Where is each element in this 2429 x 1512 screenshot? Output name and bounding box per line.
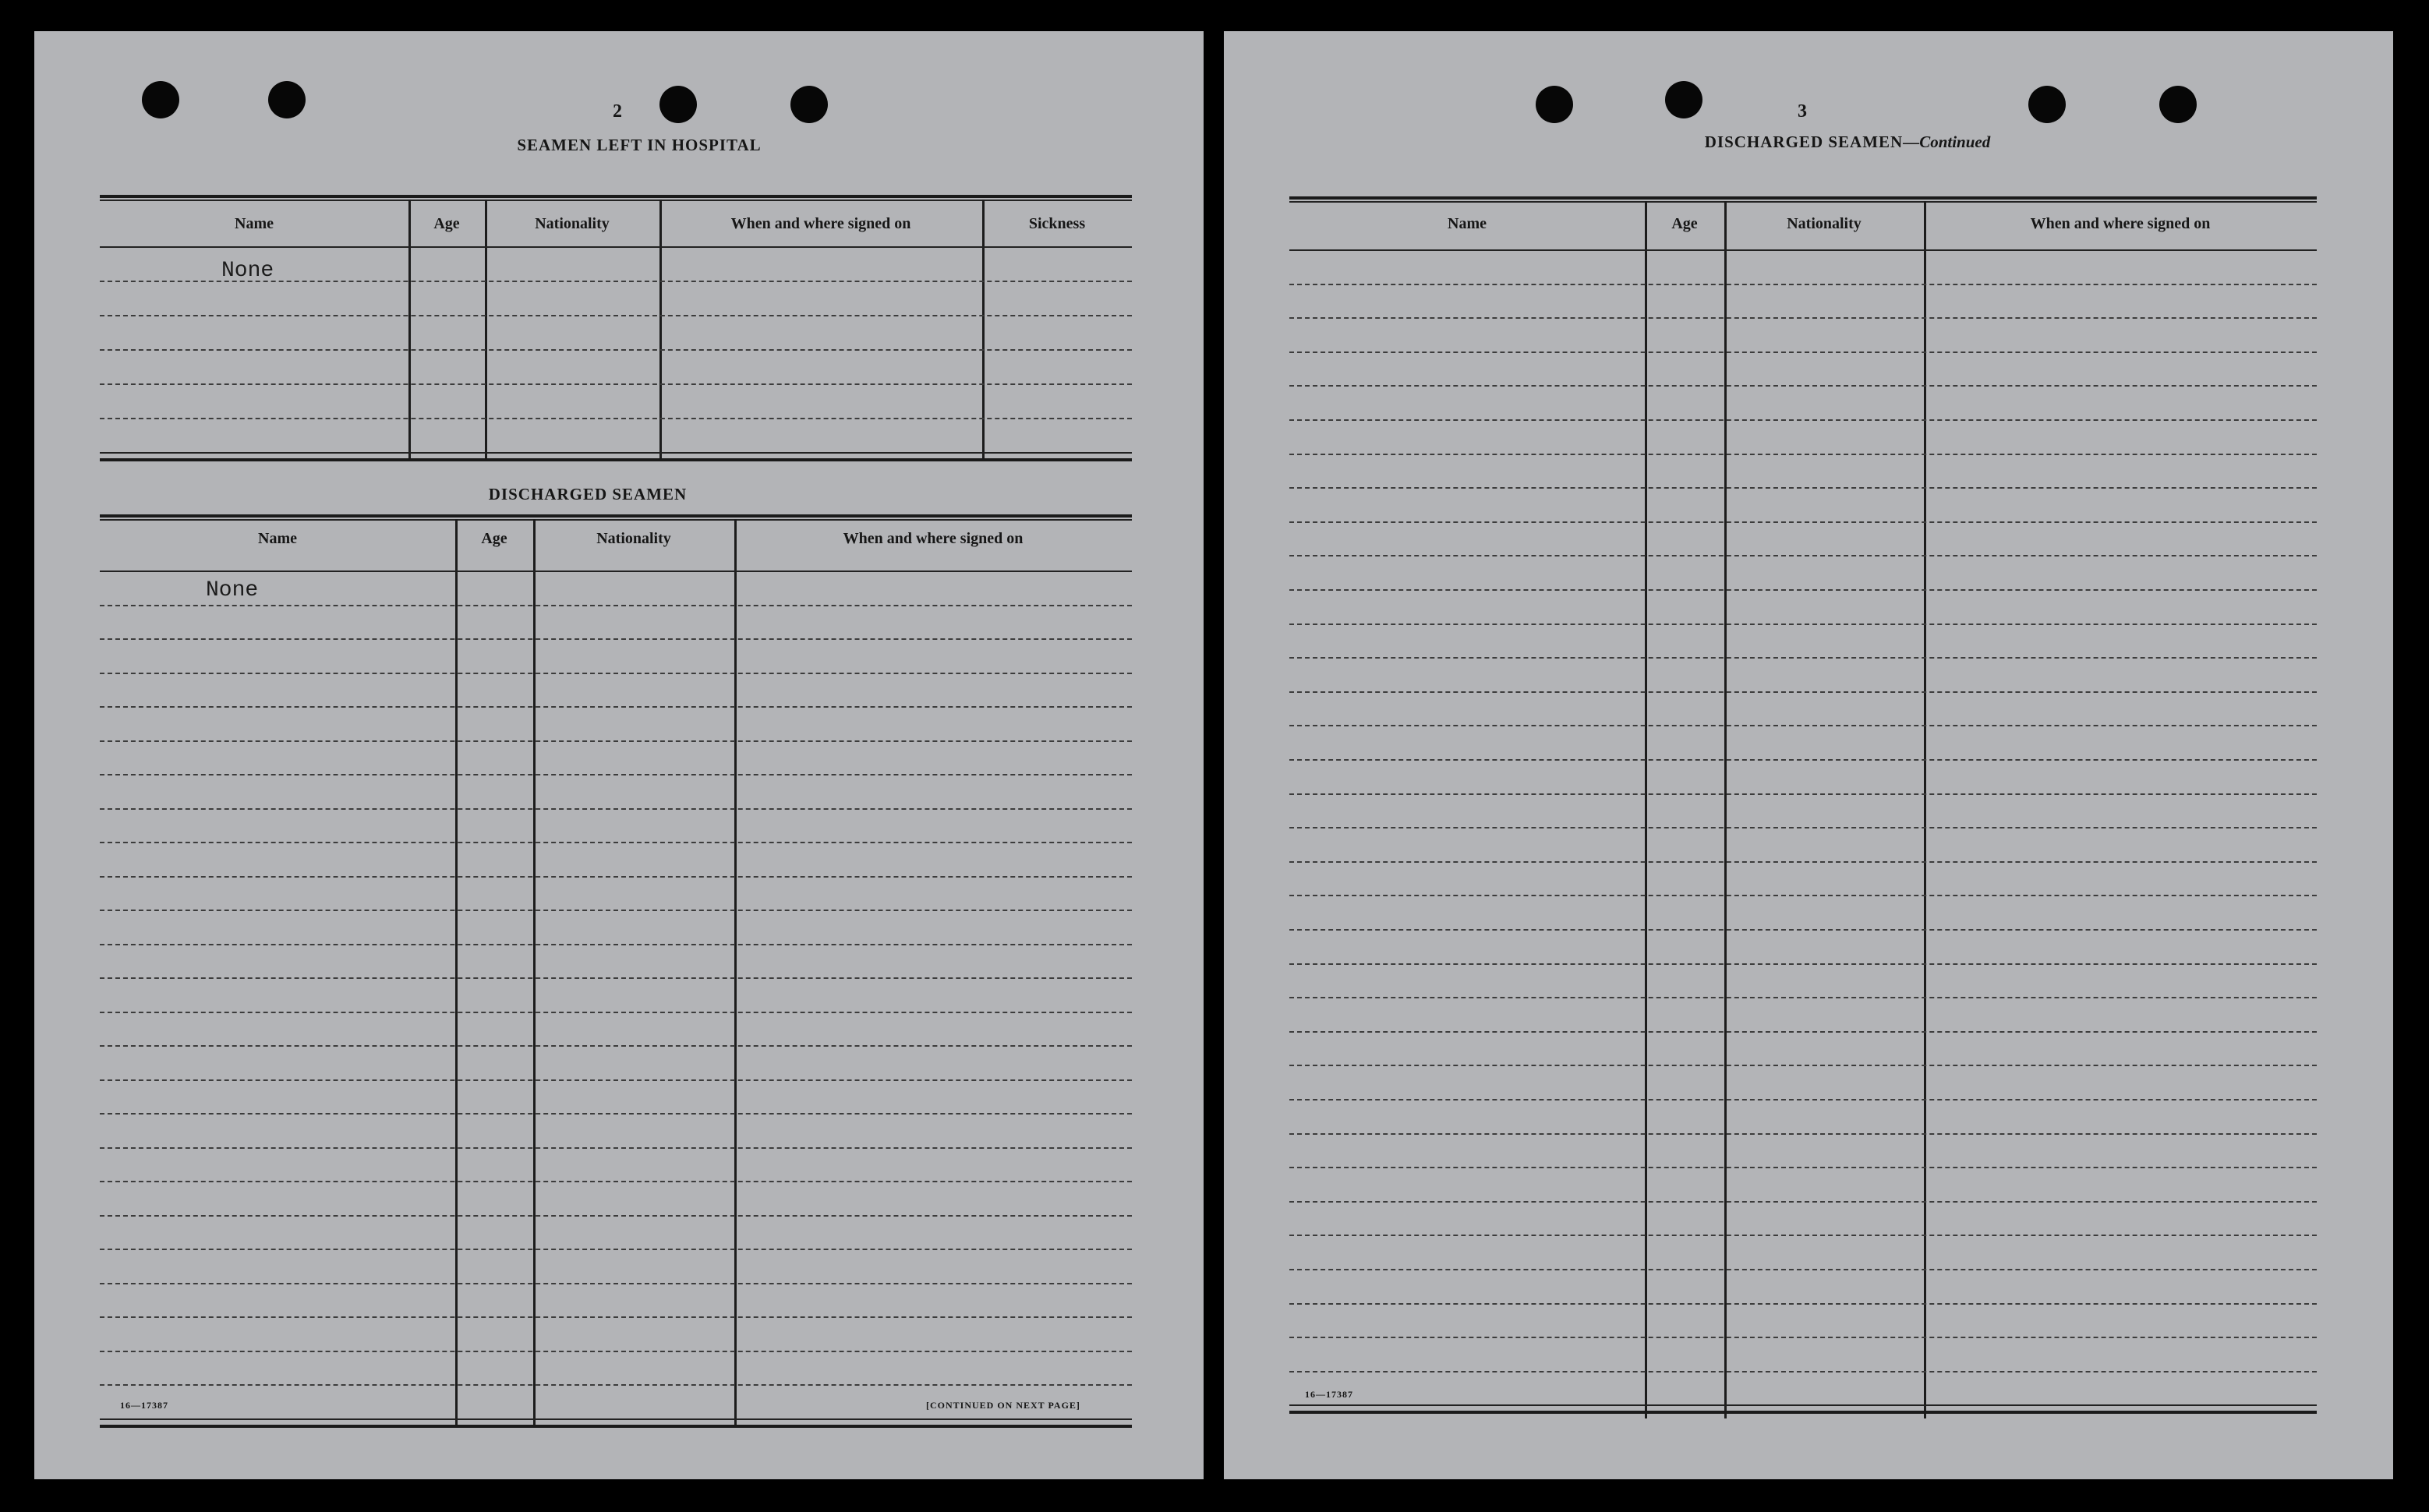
punch-hole	[790, 86, 828, 123]
ledger-row-line	[100, 281, 1132, 282]
ledger-row-line	[100, 774, 1132, 775]
ledger-row-line	[100, 740, 1132, 742]
ledger-row-line	[100, 1181, 1132, 1182]
ledger-top-rule	[100, 514, 1132, 518]
header-rule	[100, 246, 1132, 248]
ledger-bottom-rule	[100, 1418, 1132, 1420]
ledger-row-line	[1289, 317, 2317, 319]
column-divider	[455, 519, 458, 1426]
continued-note: [CONTINUED ON NEXT PAGE]	[926, 1400, 1080, 1411]
ledger-row-line	[100, 638, 1132, 640]
col-header-age: Age	[1671, 215, 1698, 232]
punch-hole	[1536, 86, 1573, 123]
discharged-continued-title	[1567, 132, 2128, 152]
ledger-row-line	[100, 315, 1132, 316]
ledger-row-line	[1289, 827, 2317, 828]
ledger-row-line	[1289, 895, 2317, 896]
column-divider	[982, 200, 985, 460]
ledger-row-line	[100, 706, 1132, 708]
form-number: 16—17387	[120, 1400, 168, 1411]
ledger-bottom-rule	[1289, 1411, 2317, 1414]
ledger-row-line	[100, 1045, 1132, 1047]
ledger-row-line	[1289, 861, 2317, 863]
col-header-nationality: Nationality	[535, 215, 610, 232]
column-divider	[485, 200, 487, 460]
col-header-nationality: Nationality	[596, 530, 671, 547]
punch-hole	[142, 81, 179, 118]
hospital-section-title: SEAMEN LEFT IN HOSPITAL	[517, 136, 762, 154]
discharged-continued-ledger	[1289, 164, 2317, 1425]
ledger-row-line	[1289, 1235, 2317, 1236]
ledger-row-line	[100, 842, 1132, 843]
ledger-row-line	[1289, 624, 2317, 625]
page-number: 2	[613, 101, 622, 122]
column-divider	[533, 519, 536, 1426]
ledger-top-rule	[100, 519, 1132, 521]
col-header-signed-on: When and where signed on	[2030, 215, 2211, 232]
ledger-row-line	[1289, 929, 2317, 931]
punch-hole	[659, 86, 697, 123]
ledger-row-line	[1289, 1099, 2317, 1100]
col-header-name: Name	[258, 530, 297, 547]
ledger-row-line	[1289, 1269, 2317, 1270]
form-number: 16—17387	[1305, 1389, 1353, 1400]
ledger-row-line	[100, 1249, 1132, 1250]
column-divider	[659, 200, 662, 460]
ledger-row-line	[1289, 487, 2317, 489]
column-divider	[734, 519, 737, 1426]
ledger-top-rule	[100, 195, 1132, 198]
column-divider	[408, 200, 411, 460]
ledger-bottom-rule	[100, 452, 1132, 454]
ledger-row-line	[100, 383, 1132, 385]
hospital-ledger	[100, 164, 1132, 465]
ledger-row-line	[100, 876, 1132, 878]
left-page	[34, 31, 1204, 1479]
ledger-row-line	[100, 944, 1132, 945]
title-suffix: —Continued	[1903, 132, 1991, 151]
col-header-sickness: Sickness	[1028, 215, 1086, 232]
ledger-row-line	[1289, 657, 2317, 659]
ledger-top-rule	[1289, 196, 2317, 200]
ledger-row-line	[1289, 352, 2317, 353]
ledger-row-line	[1289, 385, 2317, 387]
page-number: 3	[1798, 101, 1807, 122]
header-rule	[1289, 249, 2317, 251]
ledger-row-line	[1289, 454, 2317, 455]
ledger-row-line	[100, 418, 1132, 419]
ledger-row-line	[100, 1215, 1132, 1217]
col-header-name: Name	[1448, 215, 1487, 232]
ledger-bottom-rule	[100, 458, 1132, 461]
ledger-row-line	[100, 1113, 1132, 1115]
col-header-signed-on: When and where signed on	[843, 530, 1024, 547]
ledger-row-line	[1289, 1031, 2317, 1033]
ledger-row-line	[100, 1283, 1132, 1284]
ledger-row-line	[1289, 419, 2317, 421]
ledger-top-rule	[100, 200, 1132, 201]
ledger-row-line	[1289, 1167, 2317, 1168]
ledger-row-line	[1289, 1133, 2317, 1135]
punch-hole	[1665, 81, 1702, 118]
ledger-row-line	[1289, 997, 2317, 998]
ledger-row-line	[1289, 793, 2317, 795]
ledger-row-line	[100, 808, 1132, 810]
ledger-row-line	[1289, 963, 2317, 965]
punch-hole	[2159, 86, 2197, 123]
ledger-row-line	[100, 605, 1132, 606]
ledger-row-line	[100, 977, 1132, 979]
ledger-row-line	[1289, 555, 2317, 556]
hospital-entry-none: None	[221, 259, 274, 283]
ledger-row-line	[1289, 1337, 2317, 1338]
col-header-name: Name	[235, 215, 274, 232]
ledger-row-line	[100, 1012, 1132, 1013]
ledger-row-line	[1289, 589, 2317, 591]
discharged-section-title: DISCHARGED SEAMEN	[488, 485, 688, 503]
ledger-row-line	[100, 1147, 1132, 1149]
punch-hole	[268, 81, 306, 118]
col-header-age: Age	[433, 215, 460, 232]
right-page	[1224, 31, 2393, 1479]
discharged-entry-none: None	[206, 578, 259, 602]
ledger-row-line	[1289, 521, 2317, 523]
discharged-ledger	[100, 483, 1132, 1431]
col-header-nationality: Nationality	[1787, 215, 1862, 232]
ledger-bottom-rule	[100, 1425, 1132, 1428]
ledger-row-line	[100, 1351, 1132, 1352]
col-header-age: Age	[481, 530, 507, 547]
ledger-row-line	[1289, 759, 2317, 761]
col-header-signed-on: When and where signed on	[730, 215, 911, 232]
ledger-row-line	[100, 910, 1132, 911]
ledger-row-line	[100, 1316, 1132, 1318]
ledger-top-rule	[1289, 201, 2317, 203]
ledger-row-line	[1289, 691, 2317, 693]
ledger-row-line	[1289, 1303, 2317, 1305]
ledger-row-line	[100, 1384, 1132, 1386]
ledger-row-line	[1289, 1371, 2317, 1372]
ledger-row-line	[100, 1079, 1132, 1081]
ledger-row-line	[1289, 1065, 2317, 1066]
ledger-row-line	[100, 673, 1132, 674]
ledger-row-line	[1289, 284, 2317, 285]
title-main: DISCHARGED SEAMEN	[1704, 132, 1904, 151]
ledger-bottom-rule	[1289, 1404, 2317, 1406]
ledger-row-line	[1289, 1201, 2317, 1203]
ledger-row-line	[1289, 725, 2317, 726]
punch-hole	[2028, 86, 2066, 123]
ledger-row-line	[100, 349, 1132, 351]
header-rule	[100, 571, 1132, 572]
